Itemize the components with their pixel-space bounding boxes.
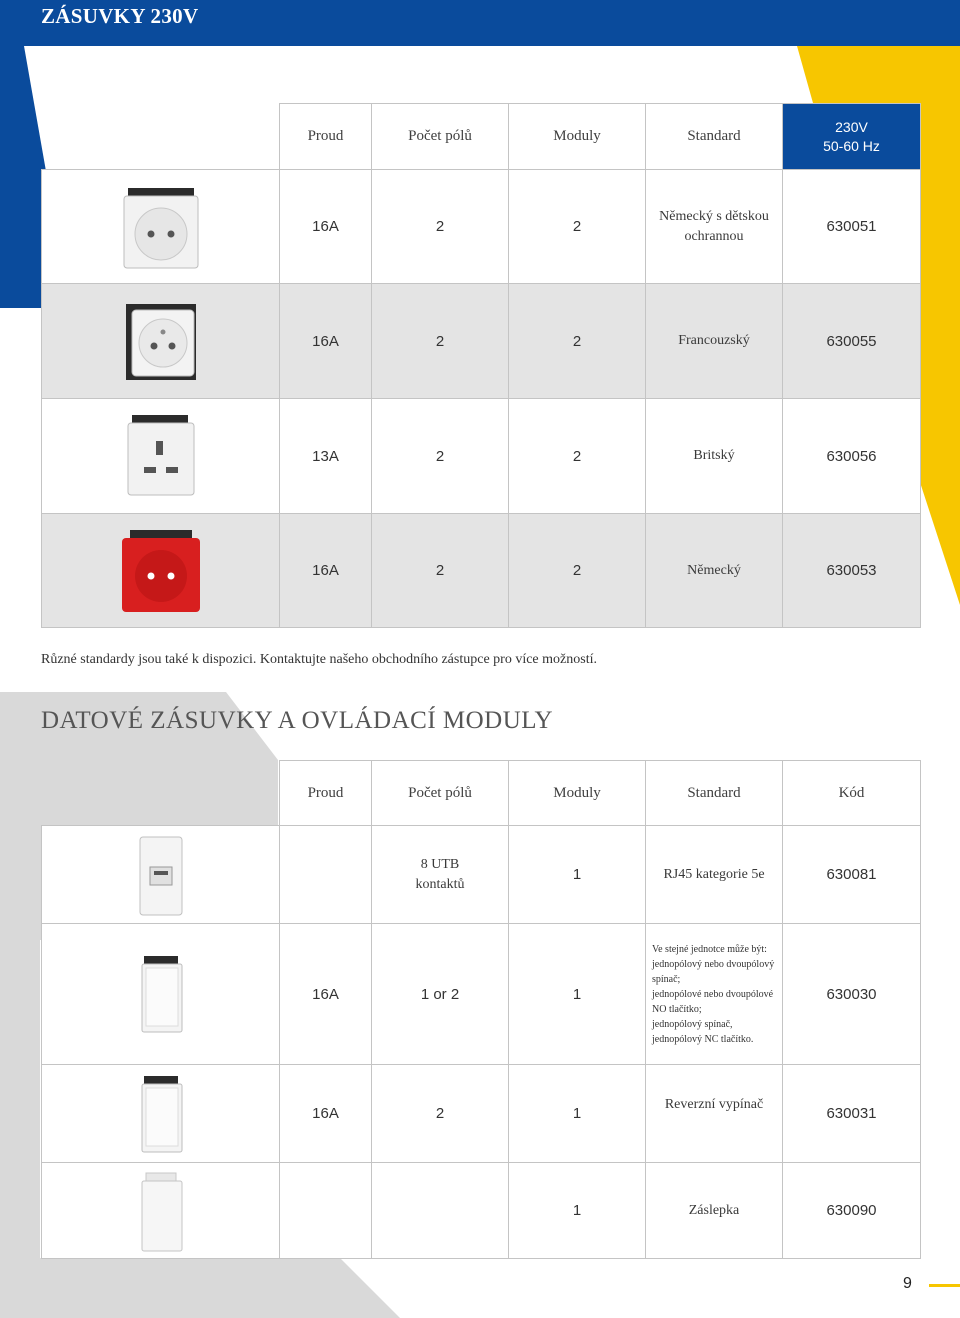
section-title: DATOVÉ ZÁSUVKY A OVLÁDACÍ MODULY: [41, 707, 554, 734]
cell-modules: 2: [509, 170, 646, 284]
product-image-cell: [42, 924, 280, 1065]
table-row: [42, 1065, 921, 1163]
standard-line: spínač;: [652, 973, 681, 985]
cell-current: 13A: [280, 399, 372, 514]
standard-line: Ve stejné jednotce může být:: [652, 943, 767, 955]
british-socket-white-image: [116, 411, 206, 501]
cell-code: 630081: [783, 826, 921, 924]
cell-standard: Francouzský: [646, 284, 783, 399]
header-moduly: Moduly: [509, 761, 646, 826]
header-proud: Proud: [280, 761, 372, 826]
product-image-cell: [42, 826, 280, 924]
page-number: 9: [903, 1275, 912, 1292]
cell-standard: Reverzní vypínač: [646, 1065, 783, 1163]
cell-poles: [372, 826, 509, 924]
modules-header-row: [42, 761, 921, 826]
sockets-table: [41, 103, 921, 628]
header-proud: Proud: [280, 104, 372, 170]
standard-line: NO tlačítko;: [652, 1003, 702, 1015]
cell-code: 630056: [783, 399, 921, 514]
cell-current: 16A: [280, 1065, 372, 1163]
cell-modules: 1: [509, 1065, 646, 1163]
cell-current: 16A: [280, 284, 372, 399]
header-pocet-polu: Počet pólů: [372, 761, 509, 826]
cell-modules: 2: [509, 514, 646, 628]
standard-line-2: ochrannou: [684, 228, 744, 244]
standard-line: jednopólový spínač,: [652, 1018, 733, 1030]
cell-code: 630031: [783, 1065, 921, 1163]
standard-line-1: Německý s dětskou: [659, 208, 769, 224]
cell-poles: [372, 1163, 509, 1259]
header-voltage: [783, 104, 921, 170]
availability-note: Různé standardy jsou také k dispozici. Kontaktujte našeho obchodního zástupce pro více možností.: [41, 652, 597, 667]
cell-code: 630051: [783, 170, 921, 284]
french-socket-white-image: [116, 296, 206, 386]
header-empty-cell: [42, 104, 280, 170]
cell-standard: [646, 170, 783, 284]
sockets-header-row: [42, 104, 921, 170]
rj45-module-image: [126, 833, 196, 917]
blank-module-image: [126, 1169, 196, 1253]
header-empty-cell: [42, 761, 280, 826]
modules-table: [41, 760, 921, 1259]
german-socket-red-image: [116, 526, 206, 616]
cell-modules: 2: [509, 284, 646, 399]
german-socket-white-image: [116, 182, 206, 272]
product-image-cell: [42, 284, 280, 399]
poles-line-1: 8 UTB: [420, 856, 460, 872]
header-pocet-polu: Počet pólů: [372, 104, 509, 170]
table-row: [42, 284, 921, 399]
product-image-cell: [42, 1065, 280, 1163]
product-image-cell: [42, 514, 280, 628]
cell-current: [280, 1163, 372, 1259]
cell-code: 630053: [783, 514, 921, 628]
cell-poles: 1 or 2: [372, 924, 509, 1065]
cell-standard: Britský: [646, 399, 783, 514]
cell-poles: 2: [372, 284, 509, 399]
product-image-cell: [42, 1163, 280, 1259]
switch-module-image: [126, 952, 196, 1036]
cell-poles: 2: [372, 399, 509, 514]
page-title: ZÁSUVKY 230V: [41, 4, 199, 28]
table-row: [42, 1163, 921, 1259]
header-standard: Standard: [646, 104, 783, 170]
cell-standard: RJ45 kategorie 5e: [646, 826, 783, 924]
cell-modules: 1: [509, 826, 646, 924]
header-moduly: Moduly: [509, 104, 646, 170]
cell-current: 16A: [280, 514, 372, 628]
cell-poles: 2: [372, 170, 509, 284]
table-row: [42, 826, 921, 924]
voltage-label: 230V: [835, 118, 868, 135]
table-row: [42, 514, 921, 628]
cell-code: 630055: [783, 284, 921, 399]
standard-line: jednopólový NC tlačítko.: [652, 1033, 754, 1045]
cell-standard: Záslepka: [646, 1163, 783, 1259]
cell-standard: Německý: [646, 514, 783, 628]
standard-line: jednopólové nebo dvoupólové: [652, 988, 774, 1000]
cell-code: 630090: [783, 1163, 921, 1259]
page-number-accent: [929, 1284, 960, 1287]
standard-line: jednopólový nebo dvoupólový: [652, 958, 775, 970]
cell-current: [280, 826, 372, 924]
table-row: [42, 399, 921, 514]
table-row: [42, 924, 921, 1065]
table-row: [42, 170, 921, 284]
product-image-cell: [42, 399, 280, 514]
cell-current: 16A: [280, 924, 372, 1065]
cell-poles: 2: [372, 514, 509, 628]
cell-modules: 2: [509, 399, 646, 514]
header-standard: Standard: [646, 761, 783, 826]
frequency-label: 50-60 Hz: [823, 137, 880, 154]
poles-line-2: kontaktů: [415, 876, 465, 892]
reverse-switch-module-image: [126, 1072, 196, 1156]
cell-modules: 1: [509, 924, 646, 1065]
cell-poles: 2: [372, 1065, 509, 1163]
header-kod: Kód: [783, 761, 921, 826]
cell-current: 16A: [280, 170, 372, 284]
cell-standard: [646, 924, 783, 1065]
cell-code: 630030: [783, 924, 921, 1065]
cell-modules: 1: [509, 1163, 646, 1259]
product-image-cell: [42, 170, 280, 284]
